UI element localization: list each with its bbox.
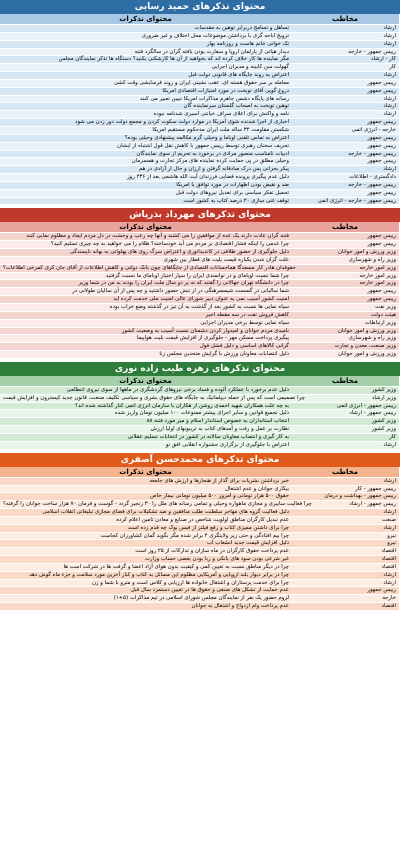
column-header bbox=[0, 14, 400, 24]
row-content: چرا برای خدمت پرستاران و اشتغال خانواده ها ارزیابی و کلاس است و مترو با شما و زن bbox=[91, 579, 289, 586]
row-addressee: اقتصاد bbox=[292, 556, 400, 563]
table-row bbox=[0, 532, 400, 540]
table-row bbox=[0, 189, 400, 197]
row-content: اخباری از اجرا شدنده شوی آمریکا در موارد دولت سکوت کردن و مجمع دولت دور زدن می شود bbox=[75, 119, 289, 126]
row-addressee: نیرو bbox=[292, 533, 400, 540]
row-content: علت گران شدن یکباره قیمت بلیت های قطار بین شهری bbox=[163, 256, 289, 263]
table-row bbox=[0, 165, 400, 173]
row-addressee: وزیر امور خارجه bbox=[292, 280, 400, 287]
row-addressee: رییس جمهور bbox=[292, 587, 400, 594]
row-content: نظارت بر عمل و رفت و آمدهای کتاب به تریبونهای اولیا ارزش bbox=[150, 426, 289, 433]
section-2 bbox=[0, 208, 400, 358]
row-addressee: رییس جمهور bbox=[292, 288, 400, 295]
row-content: دلیل جلوگیری از حضور طلافی در کاندیداتوری و اعتراض سرگ روی های پهلوانی به بهانه ناپسندگی bbox=[69, 249, 289, 256]
header-addressee-label: مخاطب bbox=[291, 467, 400, 477]
table-row bbox=[0, 272, 400, 280]
header-addressee-label: مخاطب bbox=[291, 376, 400, 386]
row-addressee: ارشاد bbox=[292, 111, 400, 118]
table-row bbox=[0, 173, 400, 181]
table-row bbox=[0, 485, 400, 493]
row-addressee: وزیر صنعت، معدن و تجارت bbox=[292, 343, 400, 350]
header-addressee-label: مخاطب bbox=[291, 14, 400, 24]
table-row bbox=[0, 594, 400, 602]
row-content: امنیت کشور آسیب نمی به عنوان دبیر شورای عالی امنیت ملی خدمت کرده اید bbox=[113, 296, 289, 303]
row-addressee: اقتصاد bbox=[292, 603, 400, 610]
row-addressee: ارشاد bbox=[292, 478, 400, 485]
row-content: ادبیات نامناسب منصور مرادی در برخورد به تحریم از سوی نمایندگان bbox=[136, 150, 289, 157]
row-content: فتنه گران عادت دارند یک عده از موافقین را می کشند و آنها چه رعب و وحشت در دل مردم ایجاد و مظلوم نمایی کنند bbox=[26, 233, 289, 240]
row-addressee: رییس جمهور - ارشاد bbox=[315, 501, 400, 508]
table-row bbox=[0, 500, 400, 508]
table-row bbox=[0, 417, 400, 425]
row-addressee: ارشاد bbox=[292, 509, 400, 516]
row-addressee: کار bbox=[292, 434, 400, 441]
section-title: محتوای تذکرهای مهرداد بذرپاش bbox=[0, 208, 400, 222]
row-addressee: رییس جمهور - انرژی اتمی bbox=[292, 403, 400, 410]
header-content-label: محتوای تذکرات bbox=[119, 15, 172, 23]
row-addressee: اقتصاد bbox=[292, 548, 400, 555]
table-row bbox=[0, 24, 400, 32]
table-row bbox=[0, 87, 400, 95]
table-row bbox=[0, 508, 400, 516]
table-row bbox=[0, 102, 400, 110]
row-addressee: نیرو bbox=[292, 540, 400, 547]
row-content: به چه علت همکاران شهید احمدی روشن از هکاران با سازمان انرژی اتمی کنار گذاشته شده اند؟ bbox=[75, 402, 289, 409]
table-row bbox=[0, 181, 400, 189]
row-addressee: وزیر ارشاد bbox=[308, 395, 400, 402]
row-addressee: وزیر ورزش و امور جوانان bbox=[292, 249, 400, 256]
table-row bbox=[0, 157, 400, 165]
row-content: گرانی کالاهای اساسی و دلیل فشل فول bbox=[199, 343, 289, 350]
row-content: نامه و واکنش برای اعلای سراف خیانتی اسیری شدنامه نبوده bbox=[153, 111, 289, 118]
table-row bbox=[0, 150, 400, 158]
table-row bbox=[0, 579, 400, 587]
row-content: عدم حمایت از تشکل های صنفی و حقوق ها در تعیین دستمزد سال قبل bbox=[130, 587, 289, 594]
row-content: سیاه نمایی توسط برخی مدیران اجرایی bbox=[200, 319, 289, 326]
section-4 bbox=[0, 453, 400, 610]
section-1 bbox=[0, 0, 400, 204]
table-row bbox=[0, 319, 400, 327]
row-addressee: رییس جمهور bbox=[292, 190, 400, 197]
row-addressee: رییس جمهور bbox=[292, 143, 400, 150]
row-content: دلیل عدم پیگیری پرونده قضایی فرزندان آیت الله هاشمی بعد از ۴۳۶ روز bbox=[127, 174, 289, 181]
row-addressee: رییس جمهور bbox=[292, 296, 400, 303]
row-content: تحمیل تفکر سیاسی برای تعدیل نیروهای دولت قبل bbox=[175, 189, 289, 196]
table-row bbox=[0, 311, 400, 319]
table-row bbox=[0, 334, 400, 342]
header-content-label: محتوای تذکرات bbox=[119, 376, 172, 385]
row-addressee: رییس جمهور bbox=[292, 88, 400, 95]
row-content: دروغ گویی آقای توبخت در مورد امتیازات اقتصادی امریکا bbox=[162, 87, 289, 94]
row-content: چرا در دانشگاه تهران جهالانی را گفتند که نه بر دو سال ملت ایران را بودند به من در شما وزیر bbox=[78, 280, 289, 287]
table-row bbox=[0, 402, 400, 410]
row-addressee: ارشاد bbox=[292, 525, 400, 532]
row-addressee: رییس جمهور - خارجه bbox=[292, 49, 400, 56]
table-row bbox=[0, 110, 400, 118]
table-row bbox=[0, 197, 400, 205]
row-content: عدم پرداخت حقوق کارگران در ماه سازان و تدارکات از ۲۵ روز است bbox=[135, 548, 289, 555]
row-content: گهولت سن کابینه و مدیران اجرایی bbox=[211, 64, 289, 71]
row-content: عدم تبدیل کارگران مناطق اولویت شاخص در صنایع و معادن تامین اعلام کرده bbox=[116, 516, 289, 523]
row-addressee: رییس جمهور bbox=[292, 233, 400, 240]
table-row bbox=[0, 602, 400, 610]
row-addressee: وزیر کشور bbox=[292, 387, 400, 394]
table-row bbox=[0, 492, 400, 500]
row-content: چرا برای داشتن ممیزی کتاب و رفع فیلتر از فیس بوک چه قدم زده است bbox=[127, 524, 289, 531]
row-content: چرا شما نسبت اوبامای و در توانمندی ایران را سپار اختیار اوبامای ما نسبت گرفتید bbox=[105, 272, 289, 279]
row-addressee: رییس جمهور - ارشاد bbox=[292, 410, 400, 417]
row-addressee: ارشاد bbox=[292, 442, 400, 449]
row-addressee: ارشاد bbox=[292, 572, 400, 579]
table-row bbox=[0, 524, 400, 532]
section-3 bbox=[0, 362, 400, 449]
row-content: چرا در دیگر مناطق نسبت به تعیین کمی و کیفیت بدون هوای آزاد اعضا و گرفت ها در شرکت است ها bbox=[63, 563, 289, 570]
section-title: محتوای تذکرهای حمید رسایی bbox=[0, 0, 400, 14]
row-content: چرا تصمیمی است که پس از حمله دیپلماتیک به جایگاه های حقوق بشری و سیاسی تکلیف صنعت، قانون جدید کیسترون و افزایش قیمت bbox=[3, 394, 305, 401]
row-content: دیدار هیاتی از پارلمان اروپا و سفارت بودن یافته گران در سالگرد فتنه bbox=[134, 48, 289, 55]
table-row bbox=[0, 256, 400, 264]
table-row bbox=[0, 547, 400, 555]
table-row bbox=[0, 248, 400, 256]
table-row bbox=[0, 539, 400, 547]
row-addressee: وزیر ورزش و امور جوانان bbox=[292, 328, 400, 335]
row-content: پیگیری پرداخت مسکن مهر - جلوگیری از افزایش قیمت بلیت هواپیما bbox=[136, 335, 289, 342]
row-content: تساهل و تسامح دربرابر توهین به مقدسات bbox=[194, 25, 289, 31]
row-content: دلیل انتصابات معاونان ورزش با گرایش متحدین مجلس زنا bbox=[159, 351, 289, 358]
row-content: مگر نماینده ها کار خلاف کرده اند که بخواهید از آن ها کارشکنی بکنید؟ دستگاه ها تذکر نمایندگان مجلس bbox=[58, 56, 289, 63]
row-content: اعتراض به تماس تلفنی اوباما و وحیلی گرم مکالمه پیشنهادی وحیلی بوده؟ bbox=[124, 134, 289, 141]
row-addressee: رییس جمهور - خارجه bbox=[292, 151, 400, 158]
row-addressee: وزیر راه و شهرسازی bbox=[292, 335, 400, 342]
row-addressee: وزیر راه و شهرسازی bbox=[292, 257, 400, 264]
column-header bbox=[0, 222, 400, 232]
row-content: عدم پرداخت وام ازدواج و اشتغال به جوانان bbox=[191, 603, 289, 610]
row-content: ضد و نقیض بودن اظهارات در مورد توافق با امریکا bbox=[176, 181, 289, 188]
row-addressee: رییس جمهور - کار bbox=[292, 486, 400, 493]
row-addressee: وزیر کشور bbox=[292, 426, 400, 433]
row-content: رسانه های پایگاه دشمن جاهرم مذاکرات امریکا تبیین تعبیر می کنند bbox=[140, 95, 289, 102]
row-addressee: وزیر ورزش و امور جوانان bbox=[292, 351, 400, 358]
row-addressee: رییس جمهور bbox=[292, 158, 400, 165]
row-addressee: ارشاد bbox=[292, 580, 400, 587]
row-content: دلیل افزایش قیمت جدید انشعاب آب bbox=[206, 540, 289, 547]
table-row bbox=[0, 71, 400, 79]
row-addressee: وزیر امور خارجه bbox=[299, 265, 400, 272]
row-content: توهین توبخت به اصحاب گلستان سرنماینده گان bbox=[183, 103, 289, 110]
row-addressee: وزیر نفت bbox=[292, 304, 400, 311]
row-addressee: رییس جمهور bbox=[292, 119, 400, 126]
row-content: وحیلی مطلق در پی حمایت کرده نماینده های مرکز تجارت و همسرمان bbox=[131, 158, 289, 165]
row-content: توقف غنی سازی ۲۰ درصد کتاب به کشور است bbox=[183, 197, 289, 204]
row-addressee: ارشاد bbox=[292, 96, 400, 103]
row-addressee: خارجه - انرژی اتمی bbox=[292, 127, 400, 134]
row-content: چرا فعالیت سایبری و مجازی ماهواره وحیلی و تمامی رسانه های ملل را ۳۰ زنجیر گردد - گوست و فرمان ۷۰ هزار ساخت جوانان را گرفته؟ bbox=[3, 501, 312, 508]
row-content: چرا بیم افتادگی و حتی زیر ولایتگری ۴ برابر شده مگر بگوید گمان کشاورزان کجاست bbox=[100, 532, 289, 539]
table-row bbox=[0, 126, 400, 134]
row-addressee: ارشاد bbox=[292, 103, 400, 110]
table-row bbox=[0, 279, 400, 287]
row-content: غیر شرعی بودن سود های بانکی و ربا بودن بعضی حساب وزارت bbox=[144, 556, 289, 563]
row-addressee: ارشاد bbox=[292, 72, 400, 79]
table-row bbox=[0, 303, 400, 311]
table-row bbox=[0, 118, 400, 126]
row-content: چرا در برابر دیوار بلند اروپایی و آمریکایی مظلوم این مسائل به کتاب و کنار آخرین مورد سلامت و جزء ماه گوش دهد bbox=[29, 571, 289, 578]
table-row bbox=[0, 48, 400, 56]
row-content: دلیل عدم برخورد با عملکرد آلوده و فساد برخی نیروهای گردشگری در ماهها از سوی نیروی انتظامی bbox=[66, 386, 289, 393]
row-addressee: کار - ارشاد bbox=[292, 56, 400, 63]
row-content: اعتراض به روند جایگاه های قانونی دولت قبل bbox=[188, 72, 289, 79]
table-row bbox=[0, 441, 400, 449]
row-addressee: رییس جمهور bbox=[292, 80, 400, 87]
row-addressee: ارشاد bbox=[292, 166, 400, 173]
row-addressee: وزیر امور خارجه bbox=[292, 273, 400, 280]
row-addressee: اقتصاد bbox=[292, 564, 400, 571]
table-row bbox=[0, 342, 400, 350]
table-row bbox=[0, 134, 400, 142]
header-addressee-label: مخاطب bbox=[291, 222, 400, 232]
row-addressee: خارجه bbox=[292, 595, 400, 602]
row-content: حقوقدان هادر کار مسعدگا هماحسانات اقتصادی از جایگاهای چون بانک دولتی و کاهش اطلاعات از آقای جان کری کمرخی اطلاعات؟ bbox=[3, 264, 296, 271]
row-content: لزوم حضور یک نفر از نمایندگان مجلس شورای اسلامی در تیم مذاکرات (۵+۱) bbox=[113, 595, 289, 602]
table-row bbox=[0, 32, 400, 40]
table-row bbox=[0, 386, 400, 394]
row-content: معامله بر سر حقوق هسته ای، عقب نشینی ایران و روند فرسایشی وقت کشی bbox=[113, 79, 289, 86]
table-row bbox=[0, 409, 400, 417]
row-addressee: هیئت دولت bbox=[292, 312, 400, 319]
row-addressee: رییس جمهور - خارجه - انرژی اتمی bbox=[292, 198, 400, 205]
row-content: شکستن مقاومت ۳۴ ساله ملت ایران مدحکوم مستقیم امریکا bbox=[152, 126, 289, 133]
row-addressee: رییس جمهور bbox=[292, 241, 400, 248]
row-content: شما سالیانی در گسست شیمسرهنگی در از تنش حضور داشتید و چه پس از آن سالیان طولانی در bbox=[72, 288, 289, 295]
row-content: حقوق ۵۰۰ هزار تومانی و امروز ۵۰۰ میلیون تومانی بیمار خاص bbox=[150, 493, 289, 500]
table-row bbox=[0, 571, 400, 579]
row-addressee: ارشاد bbox=[292, 33, 400, 40]
row-addressee: وزیر کشور bbox=[292, 418, 400, 425]
section-title: محتوای تذکرهای زهره طیب زاده نوری bbox=[0, 362, 400, 376]
table-row bbox=[0, 63, 400, 71]
row-content: تک خوانی خانم هاست و روزنامه بهار bbox=[206, 40, 289, 47]
table-row bbox=[0, 55, 400, 63]
row-addressee: رییس جمهور bbox=[292, 135, 400, 142]
table-row bbox=[0, 327, 400, 335]
table-row bbox=[0, 40, 400, 48]
row-content: بیکاری جوانان و عدم اشتغال bbox=[225, 485, 289, 492]
row-content: انتخاب استانداران به خصوص استاندار اسلام و میر مورد فتنه ۸۸ bbox=[146, 418, 289, 425]
section-title: محتوای تذکرهای محمدحسن آصفری bbox=[0, 453, 400, 467]
row-content: دلیل تجمیع قوانین و سایر اجرای پیشتر ممنوعات ۱۰۰ میلیون تومان واریز شده bbox=[114, 410, 289, 417]
table-row bbox=[0, 232, 400, 240]
row-content: سیاه نمایی ها نسبت به کشور بعد از گذشت به آن تیز در گذشته وضع خراب بوده bbox=[109, 304, 289, 310]
row-content: تحریف سخنان رهبری توسط رییس جمهور با کاهش نقل قول اشتباه از ایشان bbox=[117, 142, 289, 149]
table-row bbox=[0, 142, 400, 150]
row-addressee: رییس جمهور - خارجه bbox=[292, 182, 400, 189]
table-row bbox=[0, 287, 400, 295]
table-row bbox=[0, 586, 400, 594]
table-row bbox=[0, 295, 400, 303]
row-content: دلیل فعالیت گروه های مهاجر سلطنت طلب منافقین و ضد تشکیلات برای فضای مجازی تبلیغاتی انقلاب اسلامی bbox=[42, 509, 289, 516]
table-row bbox=[0, 350, 400, 358]
header-content-label: محتوای تذکرات bbox=[119, 223, 172, 232]
row-addressee: دادگستری - اطلاعات bbox=[292, 174, 400, 181]
row-addressee: صنعت bbox=[292, 517, 400, 524]
table-row bbox=[0, 79, 400, 87]
row-addressee: ارشاد bbox=[292, 25, 400, 32]
table-row bbox=[0, 394, 400, 402]
row-content: کاهش فروش نفت در سه مقطه اخیر bbox=[205, 311, 289, 318]
table-row bbox=[0, 264, 400, 272]
row-addressee: ارشاد bbox=[292, 41, 400, 48]
row-content: نامیدی مردم جوانان و امیدوار کردن دشمنان نسبت آسیب به وضعیت کشور bbox=[121, 327, 289, 334]
table-row bbox=[0, 563, 400, 571]
row-addressee: وزیر ارتباطات bbox=[292, 320, 400, 327]
column-header bbox=[0, 376, 400, 386]
table-row bbox=[0, 95, 400, 103]
table-row bbox=[0, 425, 400, 433]
column-header bbox=[0, 467, 400, 477]
header-content-label: محتوای تذکرات bbox=[119, 467, 172, 476]
table-row bbox=[0, 555, 400, 563]
row-content: چرا عدمی را اینکه فشار اقتصادی بر مردم می آید خودساخته؟ ظلام را می خواهید به چه چیزی تسلیم کنید؟ bbox=[50, 241, 289, 248]
row-content: اعتراض با جلوگیری از برگزاری جشنواره انقلابی افق نو bbox=[165, 441, 289, 448]
row-addressee: کار bbox=[292, 64, 400, 71]
row-content: پیکر بحرانی پس درک صادقانه گرفتن و ارزان و حال ار آزادی در هم bbox=[138, 166, 289, 173]
row-addressee: رییس جمهور - بهداشت و درمان bbox=[292, 493, 400, 500]
table-row bbox=[0, 516, 400, 524]
table-row bbox=[0, 477, 400, 485]
row-content: به کار گیری و انتصاب معاونان سالانه در کشور در انتخابات تسلیم عقلانی bbox=[127, 433, 289, 440]
row-content: خبر برداشتن نشریات برای گذار از هنجارها و ارزش های جامعه bbox=[149, 477, 289, 484]
table-row bbox=[0, 240, 400, 248]
row-content: ترویج اباحه گری با برداشتن موضوعات محل اختلاف و غیر ضروری bbox=[141, 32, 289, 39]
table-row bbox=[0, 433, 400, 441]
